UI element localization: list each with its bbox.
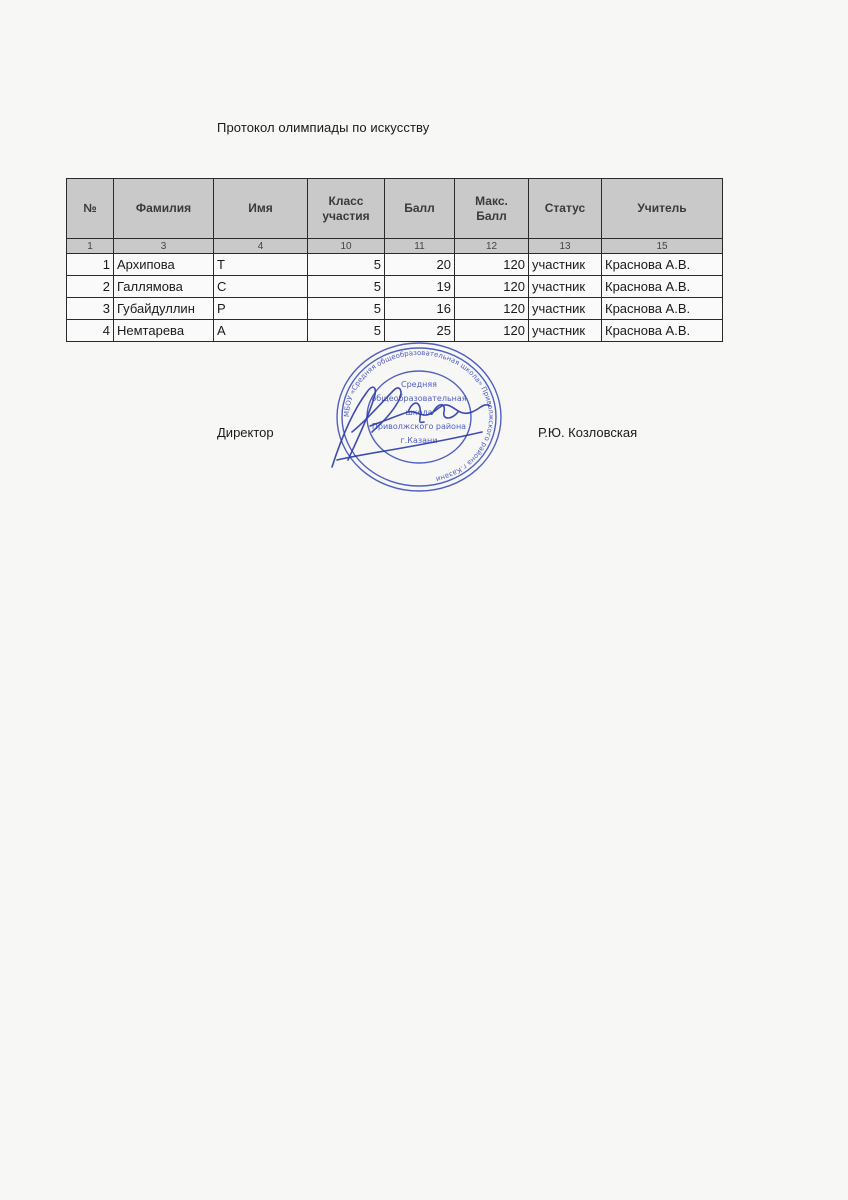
director-label: Директор [217, 425, 274, 440]
column-index-cell: 12 [455, 239, 529, 254]
column-header-label: Имя [248, 201, 273, 215]
seal-center-line: общеобразовательная [371, 394, 467, 403]
column-index-cell: 11 [385, 239, 455, 254]
table-cell: 120 [455, 276, 529, 298]
table-cell: 5 [308, 320, 385, 342]
column-header-label: Балл [476, 208, 507, 223]
column-header-label: Учитель [637, 201, 687, 215]
column-index-row [67, 239, 723, 254]
seal-center-line: г.Казани [400, 436, 438, 445]
table-cell: 25 [385, 320, 455, 342]
column-header [529, 179, 602, 239]
results-table [66, 178, 723, 342]
seal-center-line: Средняя [401, 380, 437, 389]
table-cell: участник [529, 254, 602, 276]
table-cell: 120 [455, 254, 529, 276]
table-cell: 19 [385, 276, 455, 298]
table-cell: участник [529, 298, 602, 320]
table-cell: 120 [455, 320, 529, 342]
column-index-cell: 10 [308, 239, 385, 254]
table-cell: Р [214, 298, 308, 320]
table-cell: Краснова А.В. [602, 320, 723, 342]
table-cell: А [214, 320, 308, 342]
table-cell: 5 [308, 254, 385, 276]
column-header [385, 179, 455, 239]
seal-center-line: Приволжского района [371, 422, 467, 431]
table-row [67, 276, 723, 298]
table-cell: 1 [67, 254, 114, 276]
table-cell: Галлямова [114, 276, 214, 298]
seal-center-line: школа [405, 408, 433, 417]
table-cell: 20 [385, 254, 455, 276]
table-cell: 120 [455, 298, 529, 320]
director-name: Р.Ю. Козловская [538, 425, 638, 440]
director-signature [312, 372, 502, 482]
table-row [67, 298, 723, 320]
column-header [602, 179, 723, 239]
table-cell: участник [529, 320, 602, 342]
table-cell: Т [214, 254, 308, 276]
svg-text:МБОУ «Средняя общеобразователь: МБОУ «Средняя общеобразовательная школа» Приволжского района г.Казани [342, 348, 496, 484]
column-header-label: участия [322, 208, 370, 223]
table-cell: Немтарева [114, 320, 214, 342]
table-cell: 5 [308, 298, 385, 320]
table-cell: участник [529, 276, 602, 298]
column-index-cell: 4 [214, 239, 308, 254]
table-cell: С [214, 276, 308, 298]
table-cell: Краснова А.В. [602, 254, 723, 276]
table-cell: 5 [308, 276, 385, 298]
table-cell: 4 [67, 320, 114, 342]
column-index-cell: 15 [602, 239, 723, 254]
column-header-label: Фамилия [135, 201, 192, 215]
table-cell: 3 [67, 298, 114, 320]
column-header [214, 179, 308, 239]
column-index-cell: 1 [67, 239, 114, 254]
table-cell: 2 [67, 276, 114, 298]
table-cell: Архипова [114, 254, 214, 276]
column-header-label: Балл [404, 201, 435, 215]
table-cell: 16 [385, 298, 455, 320]
column-header-label: Класс [328, 193, 364, 208]
column-header-label: Макс. [475, 193, 508, 208]
table-header-row [67, 179, 723, 239]
table-cell: Губайдуллин [114, 298, 214, 320]
document-title: Протокол олимпиады по искусству [217, 120, 430, 135]
column-header [67, 179, 114, 239]
table-row [67, 254, 723, 276]
column-header [308, 179, 385, 239]
column-header [114, 179, 214, 239]
column-header-label: Статус [544, 201, 586, 215]
table-cell: Краснова А.В. [602, 276, 723, 298]
column-header [455, 179, 529, 239]
column-header-label: № [83, 201, 97, 215]
column-index-cell: 3 [114, 239, 214, 254]
column-index-cell: 13 [529, 239, 602, 254]
table-cell: Краснова А.В. [602, 298, 723, 320]
